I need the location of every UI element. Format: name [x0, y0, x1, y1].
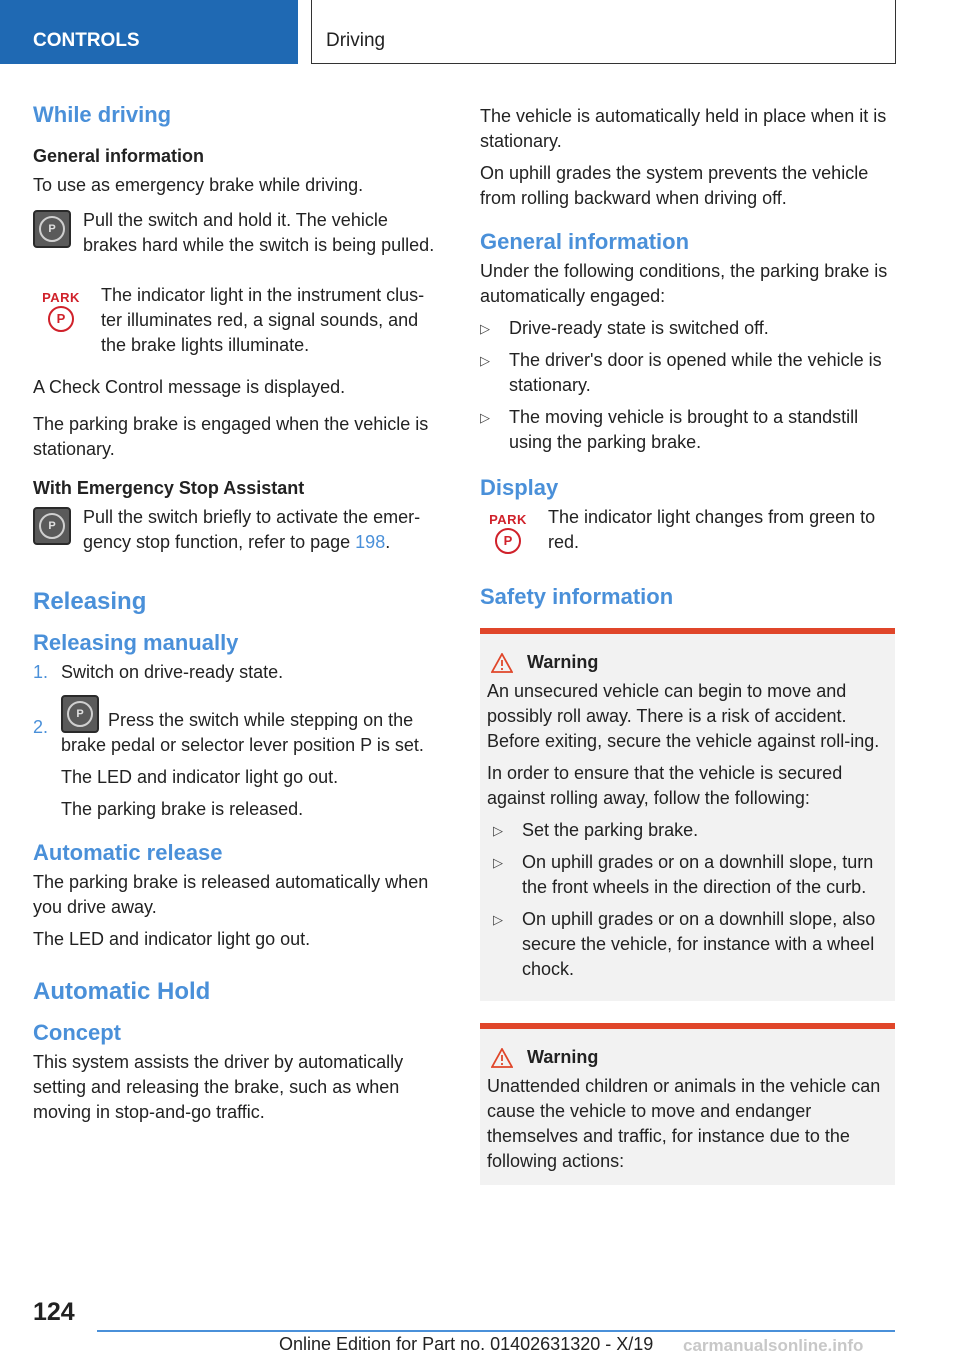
- release-steps: [33, 660, 445, 822]
- edition-text: Online Edition for Part no. 01402631320 - X/19: [279, 1334, 654, 1354]
- warning-title: Warning: [487, 1047, 888, 1068]
- warning-title: Warning: [487, 652, 888, 673]
- concept-heading: Concept: [33, 1020, 121, 1045]
- pull-switch-block: [33, 208, 445, 265]
- pull-switch-text: Pull the switch and hold it. The vehicle brakes hard while the switch is being pulled.: [83, 210, 435, 255]
- list-item: 1. Switch on drive-ready state.: [33, 662, 284, 682]
- warning-box: [480, 1023, 895, 1185]
- park-indicator-icon: PARK P: [33, 285, 89, 337]
- esa-text: Pull the switch briefly to activate the emer‐gency stop function, refer to page 198.: [83, 507, 421, 552]
- general-info-heading: General information: [33, 146, 205, 166]
- esa-heading: With Emergency Stop Assistant: [33, 478, 305, 498]
- parking-brake-switch-icon: P: [61, 695, 99, 733]
- automatic-hold-heading: Automatic Hold: [33, 978, 211, 1005]
- auto-release-text: The parking brake is released automatically when you drive away.: [33, 872, 429, 917]
- general-info-text: To use as emergency brake while driving.: [33, 175, 364, 195]
- triangle-bullet-icon: ▷: [493, 823, 503, 838]
- left-column: [33, 96, 445, 1132]
- chapter-tab: [0, 0, 298, 64]
- warning-triangle-icon: [491, 1048, 513, 1068]
- footer-divider: [97, 1330, 895, 1332]
- triangle-bullet-icon: ▷: [480, 353, 490, 368]
- display-block: [480, 505, 895, 562]
- list-item: ▷ Set the parking brake.: [493, 818, 888, 843]
- indicator-block: [33, 283, 445, 365]
- watermark: carmanualsonline.info: [683, 1336, 864, 1355]
- display-text: The indicator light changes from green to red.: [548, 507, 876, 552]
- auto-release-led-text: The LED and indicator light go out.: [33, 929, 311, 949]
- warning-text: Unattended children or animals in the vehicle can cause the vehicle to move and endanger themselves and traffic, for instance due to the following actions:: [487, 1076, 881, 1171]
- page-number: 124: [33, 1298, 75, 1326]
- warning-list: [493, 818, 888, 982]
- uphill-text: On uphill grades the system prevents the vehicle from rolling backward when driving off.: [480, 163, 869, 208]
- automatic-release-heading: Automatic release: [33, 840, 223, 865]
- releasing-manually-heading: Releasing manually: [33, 630, 239, 655]
- warning-triangle-icon: [491, 653, 513, 673]
- concept-text: This system assists the driver by automatically setting and releasing the brake, such as when moving in stop-and-go traffic.: [33, 1052, 404, 1122]
- list-item: 2. P Press the switch while stepping on the brake pedal or selector lever position P is set. The LED and indicator light go out. The parking brake is released.: [33, 695, 445, 822]
- held-text: The vehicle is automatically held in place when it is stationary.: [480, 106, 887, 151]
- display-heading: Display: [480, 475, 559, 500]
- warning-text: An unsecured vehicle can begin to move and possibly roll away. There is a risk of accident. Before exiting, secure the vehicle against roll‐ing.: [487, 681, 880, 751]
- list-item: ▷ On uphill grades or on a downhill slope, also secure the vehicle, for instance with a wheel chock.: [493, 909, 876, 979]
- triangle-bullet-icon: ▷: [493, 912, 503, 927]
- engaged-text: The parking brake is engaged when the vehicle is stationary.: [33, 414, 429, 459]
- list-item: ▷ The moving vehicle is brought to a standstill using the parking brake.: [480, 407, 859, 452]
- general-information-text: Under the following conditions, the parking brake is automatically engaged:: [480, 261, 888, 306]
- park-indicator-icon: PARK P: [480, 507, 536, 559]
- check-control-text: A Check Control message is displayed.: [33, 377, 346, 397]
- section-label: Driving: [326, 30, 386, 51]
- indicator-text: The indicator light in the instrument clus‐ter illuminates red, a signal sounds, and the brake lights illuminate.: [101, 285, 425, 355]
- warning-text: In order to ensure that the vehicle is secured against rolling away, follow the following:: [487, 763, 843, 808]
- list-item: ▷ On uphill grades or on a downhill slope, turn the front wheels in the direction of the curb.: [493, 852, 874, 897]
- esa-block: [33, 505, 445, 562]
- list-item: ▷ The driver's door is opened while the vehicle is stationary.: [480, 350, 882, 395]
- page-link[interactable]: 198: [355, 532, 386, 552]
- triangle-bullet-icon: ▷: [480, 410, 490, 425]
- chapter-label: CONTROLS: [33, 30, 140, 51]
- list-item: ▷ Drive-ready state is switched off.: [480, 316, 895, 341]
- safety-information-heading: Safety information: [480, 584, 674, 609]
- general-information-heading: General information: [480, 229, 690, 254]
- triangle-bullet-icon: ▷: [493, 855, 503, 870]
- conditions-list: [480, 316, 895, 455]
- releasing-heading: Releasing: [33, 588, 147, 615]
- parking-brake-switch-icon: P: [33, 507, 71, 545]
- right-column: [480, 104, 895, 1185]
- section-header: [311, 0, 896, 64]
- while-driving-heading: While driving: [33, 102, 172, 127]
- parking-brake-switch-icon: P: [33, 210, 71, 248]
- warning-box: [480, 628, 895, 1001]
- triangle-bullet-icon: ▷: [480, 321, 490, 336]
